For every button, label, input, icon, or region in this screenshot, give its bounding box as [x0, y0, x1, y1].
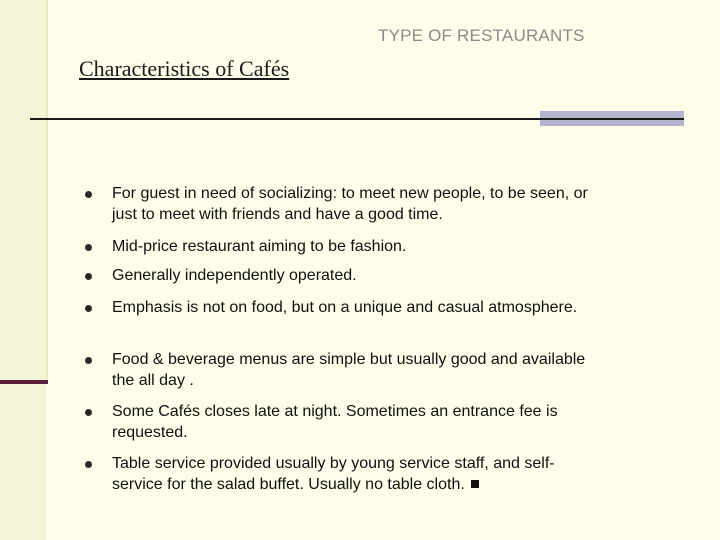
- section-label: TYPE OF RESTAURANTS: [378, 26, 585, 45]
- bullet-text: For guest in need of socializing: to meet new people, to be seen, or just to meet with friends and have a good time.: [112, 185, 588, 223]
- left-margin-band: [0, 0, 46, 540]
- bullet-dot: [85, 273, 92, 280]
- bullet-dot: [85, 191, 92, 198]
- end-mark-icon: [471, 480, 479, 488]
- left-margin-divider: [46, 0, 48, 384]
- bullet-dot: [85, 305, 92, 312]
- bullet-text: Table service provided usually by young service staff, and self-service for the salad buffet. Usually no table cloth.: [112, 455, 555, 493]
- left-accent-bar: [0, 380, 48, 384]
- bullet-text: Emphasis is not on food, but on a unique and casual atmosphere.: [112, 299, 578, 316]
- bullet-text: Mid-price restaurant aiming to be fashion.: [112, 238, 407, 255]
- bullet-dot: [85, 244, 92, 251]
- bullet-dot: [85, 409, 92, 416]
- bullet-text: Some Cafés closes late at night. Sometimes an entrance fee is requested.: [112, 403, 558, 441]
- bullet-text: Food & beverage menus are simple but usually good and available the all day .: [112, 351, 586, 389]
- slide-title: Characteristics of Cafés: [79, 56, 290, 81]
- bullet-text-container: [112, 453, 592, 495]
- bullet-dot: [85, 461, 92, 468]
- title-rule-accent-line: [540, 118, 684, 120]
- title-rule: [30, 118, 540, 120]
- bullet-text: Generally independently operated.: [112, 267, 357, 284]
- bullet-dot: [85, 357, 92, 364]
